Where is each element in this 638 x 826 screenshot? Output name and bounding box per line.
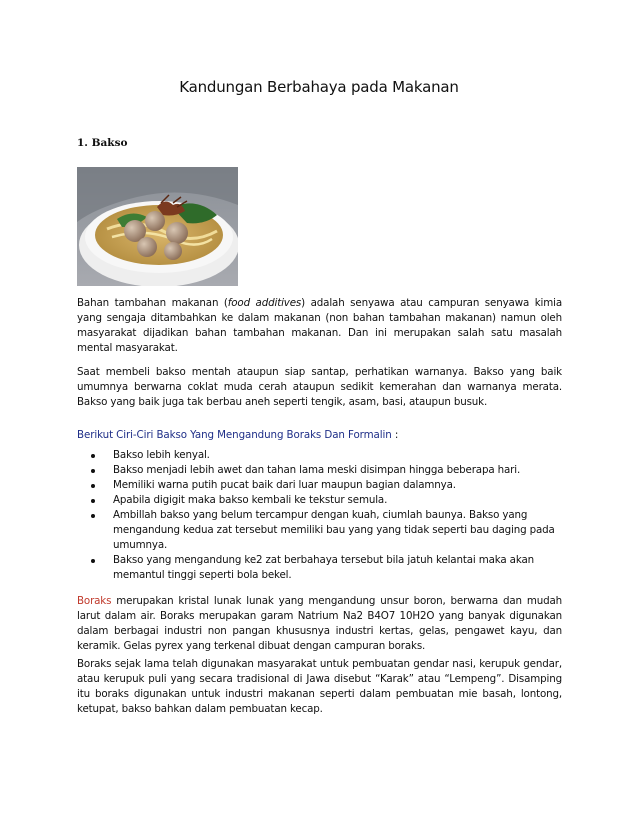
list-item bbox=[77, 448, 562, 463]
bullet-icon bbox=[91, 484, 95, 488]
paragraph-buying-bakso: Saat membeli bakso mentah ataupun siap santap, perhatikan warnanya. Bakso yang baik umumnya berwarna coklat muda cerah ataupun sedikit kemerahan dan warnanya merata. Bakso yang baik juga tak berbau aneh seperti tengik, asam, basi, ataupun busuk. bbox=[77, 366, 562, 408]
list-item-text: Bakso menjadi lebih awet dan tahan lama meski disimpan hingga beberapa hari. bbox=[113, 464, 521, 476]
section-heading: 1. Bakso bbox=[77, 137, 128, 149]
bullet-icon bbox=[91, 499, 95, 503]
list-item bbox=[77, 508, 562, 553]
keyword-boraks: Boraks bbox=[77, 595, 112, 607]
paragraph-text: merupakan kristal lunak lunak yang mengandung unsur boron, berwarna dan mudah larut dalam air. Boraks merupakan garam Natrium Na2 B4O7 10H2O yang banyak digunakan dalam berbagai industri non pangan khususnya industri kertas, gelas, pengawet kayu, dan keramik. Gelas pyrex yang terkenal dibuat dengan campuran boraks. bbox=[77, 595, 562, 652]
list-item-text: Apabila digigit maka bakso kembali ke tekstur semula. bbox=[113, 494, 388, 506]
subheading-text: Berikut Ciri-Ciri Bakso Yang Mengandung Boraks Dan Formalin bbox=[77, 429, 392, 441]
list-item-text: Bakso lebih kenyal. bbox=[113, 449, 210, 461]
characteristics-list bbox=[77, 448, 562, 583]
paragraph-boraks-definition bbox=[77, 594, 562, 654]
list-item bbox=[77, 553, 562, 583]
list-item-text: Memiliki warna putih pucat baik dari luar maupun bagian dalamnya. bbox=[113, 479, 456, 491]
paragraph-text: ) adalah senyawa atau campuran senyawa kimia yang sengaja ditambahkan ke dalam makanan (non bahan tambahan makanan) namun oleh masyarakat dijadikan bahan tambahan makanan. Dan ini merupakan salah satu masalah mental masyarakat. bbox=[77, 297, 562, 354]
paragraph-text: Bahan tambahan makanan ( bbox=[77, 297, 228, 309]
subheading-characteristics bbox=[77, 429, 398, 441]
paragraph-boraks-usage: Boraks sejak lama telah digunakan masyarakat untuk pembuatan gendar nasi, kerupuk gendar, atau kerupuk puli yang secara tradisional di Jawa disebut “Karak” atau “Lempeng”. Disamping itu boraks digunakan untuk industri makanan seperti dalam pembuatan mie basah, lontong, ketupat, bakso bahkan dalam pembuatan kecap. bbox=[77, 658, 562, 715]
italic-term: food additives bbox=[227, 297, 302, 309]
meatball-soup-photo bbox=[77, 167, 238, 286]
list-item-text: Ambillah bakso yang belum tercampur dengan kuah, ciumlah baunya. Bakso yang mengandung kedua zat tersebut memiliki bau yang yang tidak seperti bau daging pada umumnya. bbox=[113, 509, 555, 551]
list-item bbox=[77, 463, 562, 478]
bullet-icon bbox=[91, 514, 95, 518]
subheading-colon: : bbox=[391, 429, 399, 441]
list-item bbox=[77, 493, 562, 508]
list-item bbox=[77, 478, 562, 493]
bullet-icon bbox=[91, 454, 95, 458]
bullet-icon bbox=[91, 559, 95, 563]
list-item-text: Bakso yang mengandung ke2 zat berbahaya tersebut bila jatuh kelantai maka akan memantul tinggi seperti bola bekel. bbox=[113, 554, 535, 581]
meatball-bowl-icon bbox=[77, 167, 238, 286]
paragraph-food-additives bbox=[77, 296, 562, 356]
document-title: Kandungan Berbahaya pada Makanan bbox=[179, 78, 459, 96]
bullet-icon bbox=[91, 469, 95, 473]
